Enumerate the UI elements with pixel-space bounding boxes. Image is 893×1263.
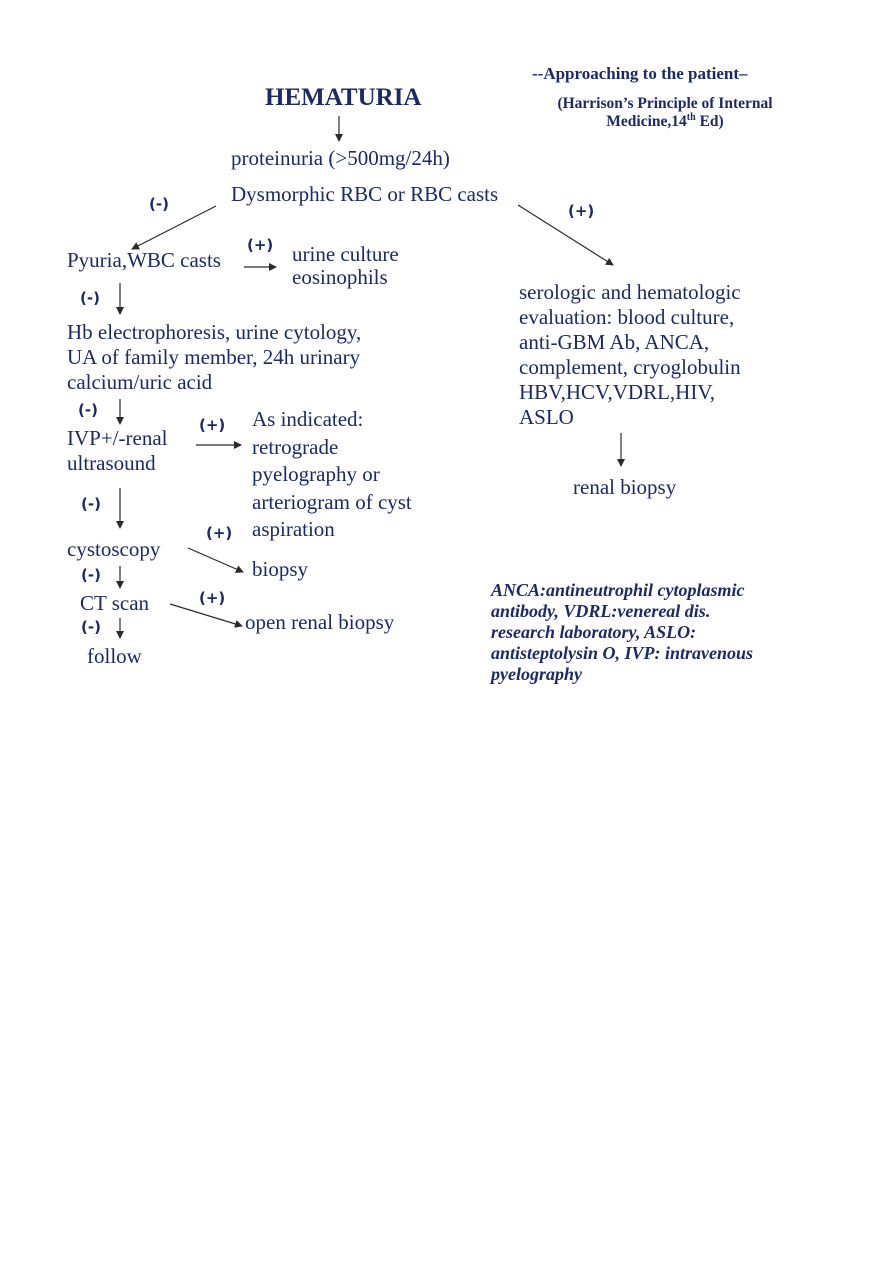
node-open-renal-biopsy: open renal biopsy <box>245 610 395 634</box>
node-pyuria: Pyuria,WBC casts <box>67 248 221 272</box>
hb-line-2: UA of family member, 24h urinary <box>67 345 361 369</box>
node-biopsy: biopsy <box>252 557 309 581</box>
serologic-line-1: serologic and hematologic <box>519 280 741 304</box>
serologic-line-3: anti-GBM Ab, ANCA, <box>519 330 710 354</box>
indicated-line-2: retrograde <box>252 434 339 459</box>
indicated-line-3: pyelography or <box>252 462 380 486</box>
note-line-5: pyelography <box>491 664 582 684</box>
hb-line-3: calcium/uric acid <box>67 370 213 394</box>
ivp-line-2: ultrasound <box>67 451 156 475</box>
serologic-line-4: complement, cryoglobulin <box>519 355 741 379</box>
node-ivp <box>67 426 167 476</box>
node-serologic-evaluation <box>519 280 741 430</box>
node-proteinuria: proteinuria (>500mg/24h) <box>231 146 450 170</box>
reference-line-1: (Harrison’s Principle of Internal <box>557 95 773 112</box>
node-as-indicated <box>252 406 412 544</box>
sign-pos-ivp: (+) <box>199 416 226 434</box>
sign-pos-pyuria: (+) <box>247 236 274 254</box>
note-line-3: research laboratory, ASLO: <box>491 622 697 642</box>
sign-neg-ivp: (-) <box>81 495 101 513</box>
abbreviation-notes <box>491 580 753 685</box>
reference-citation <box>530 95 800 131</box>
hb-line-1: Hb electrophoresis, urine cytology, <box>67 320 362 344</box>
sign-neg-hb: (-) <box>78 401 98 419</box>
indicated-line-4: arteriogram of cyst <box>252 489 412 514</box>
indicated-line-1: As indicated: <box>252 407 364 431</box>
indicated-line-5: aspiration <box>252 517 335 541</box>
sign-pos-cystoscopy: (+) <box>206 524 233 542</box>
node-renal-biopsy: renal biopsy <box>573 475 677 499</box>
sign-pos-ct: (+) <box>199 589 226 607</box>
arrow-cystoscopy-to-biopsy <box>188 548 243 572</box>
reference-line-2: Medicine,14th Ed) <box>606 111 724 130</box>
arrow-dysmorphic-to-pyuria <box>132 206 216 249</box>
node-eosinophils: eosinophils <box>292 265 388 289</box>
sign-neg-dysmorphic: (-) <box>149 195 169 213</box>
node-hb-electrophoresis <box>67 320 361 395</box>
node-cystoscopy: cystoscopy <box>67 537 161 561</box>
node-dysmorphic-rbc: Dysmorphic RBC or RBC casts <box>231 182 499 206</box>
serologic-line-6: ASLO <box>519 405 574 429</box>
approach-header: --Approaching to the patient– <box>532 64 748 83</box>
node-ct-scan: CT scan <box>80 591 150 615</box>
sign-neg-cystoscopy: (-) <box>81 566 101 584</box>
node-follow: follow <box>87 644 142 668</box>
note-line-4: antisteptolysin O, IVP: intravenous <box>491 643 754 663</box>
arrow-ct-to-open-biopsy <box>170 604 242 626</box>
node-urine-culture: urine culture <box>292 242 399 266</box>
sign-neg-pyuria: (-) <box>80 289 100 307</box>
serologic-line-5: HBV,HCV,VDRL,HIV, <box>519 380 716 404</box>
note-line-2: antibody, VDRL:venereal dis. <box>491 601 711 621</box>
ivp-line-1: IVP+/-renal <box>67 426 168 450</box>
sign-neg-ct: (-) <box>81 618 101 636</box>
note-line-1: ANCA:antineutrophil cytoplasmic <box>491 580 745 600</box>
arrow-dysmorphic-to-serologic <box>518 205 613 265</box>
serologic-line-2: evaluation: blood culture, <box>519 305 735 329</box>
sign-pos-dysmorphic: (+) <box>568 202 595 220</box>
page-title: HEMATURIA <box>265 84 422 111</box>
